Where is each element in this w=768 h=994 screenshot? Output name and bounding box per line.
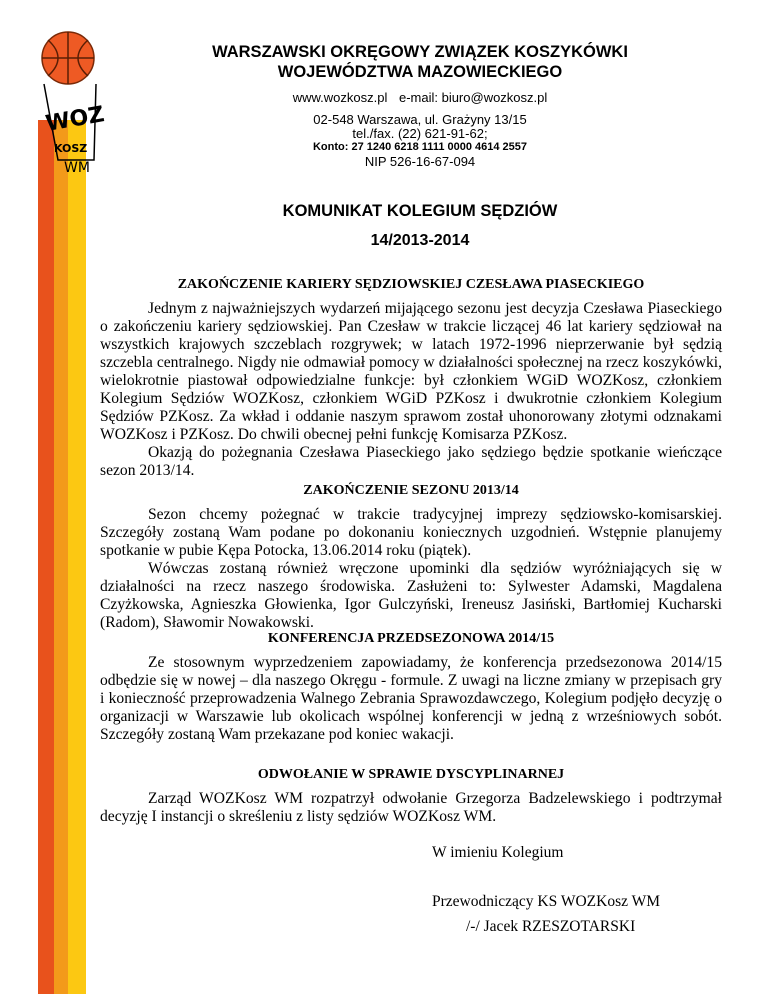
paragraph: Ze stosownym wyprzedzeniem zapowiadamy, że konferencja przedsezonowa 2014/15 odbędzie się w nowej – dla naszego Okręgu - formule. Z uwagi na liczne zmiany w przepisach gry i konieczność przeprowadzenia Walnego Zebrania Sprawozdawczego, Kolegium podjęło decyzję o organizacji w Warszawie lub okolicach wspólnej konferencji w jedną z wrześniowych sobót. Szczegóły zostaną Wam przekazane pod koniec wakacji. bbox=[100, 654, 722, 743]
section-career-end bbox=[100, 276, 722, 480]
website-link[interactable]: www.wozkosz.pl bbox=[292, 90, 388, 105]
paragraph: Zarząd WOZKosz WM rozpatrzył odwołanie Grzegorza Badzelewskiego i podtrzymał decyzję I instancji o skreśleniu z listy sędziów WOZKosz WM. bbox=[100, 790, 722, 825]
decorative-stripe-red bbox=[38, 120, 54, 994]
paragraph: Jednym z najważniejszych wydarzeń mijającego sezonu jest decyzja Czesława Piaseckiego o zakończeniu kariery sędziowskiej. Pan Czesław w trakcie liczącej 46 lat kariery sędziował na wszystkich krajowych szczeblach rozgrywek; w latach 1972-1996 nieprzerwanie był sędzią szczebla centralnego. Nigdy nie odmawiał pomocy w działalności społecznej na rzecz koszykówki, wielokrotnie piastował odpowiedzialne funkcje: był członkiem WGiD WOZKosz, członkiem Kolegium Sędziów WOZKosz, członkiem WGiD PZKosz i dwukrotnie członkiem Kolegium Sędziów PZKosz. Za wkład i oddanie naszym sprawom został uhonorowany złotymi odznakami WOZKosz i PZKosz. Do chwili obecnej pełni funkcję Komisarza PZKosz. bbox=[100, 300, 722, 443]
signature-on-behalf: W imieniu Kolegium bbox=[432, 844, 564, 861]
decorative-stripe-yellow bbox=[68, 120, 86, 994]
phone: tel./fax. (22) 621-91-62; bbox=[352, 126, 488, 141]
section-season-end bbox=[100, 482, 722, 632]
paragraph: Wówczas zostaną również wręczone upominki dla sędziów wyróżniających się w działalności na rzecz naszego środowiska. Zasłużeni to: Sylwester Adamski, Magdalena Czyżkowska, Agnieszka Głowienka, Igor Gulczyński, Ireneusz Jasiński, Bartłomiej Kucharski (Radom), Sławomir Nowakowski. bbox=[100, 560, 722, 631]
paragraph: Sezon chcemy pożegnać w trakcie tradycyjnej imprezy sędziowsko-komisarskiej. Szczegóły zostaną Wam podane po dokonaniu koniecznych uzgodnień. Wstępnie planujemy spotkanie w pubie Kępa Potocka, 13.06.2014 roku (piątek). bbox=[100, 506, 722, 559]
wozkosz-logo bbox=[24, 28, 108, 178]
svg-text:KOSZ: KOSZ bbox=[54, 142, 88, 155]
paragraph: Okazją do pożegnania Czesława Piaseckiego jako sędziego będzie spotkanie wieńczące sezon 2013/14. bbox=[100, 444, 722, 479]
section-heading: ZAKOŃCZENIE KARIERY SĘDZIOWSKIEJ CZESŁAWA PIASECKIEGO bbox=[177, 277, 645, 292]
section-heading: ZAKOŃCZENIE SEZONU 2013/14 bbox=[303, 483, 519, 498]
org-name-line1: WARSZAWSKI OKRĘGOWY ZWIĄZEK KOSZYKÓWKI bbox=[212, 43, 628, 61]
section-heading: KONFERENCJA PRZEDSEZONOWA 2014/15 bbox=[267, 631, 555, 646]
svg-text:WM: WM bbox=[64, 160, 90, 176]
section-preseason-conference bbox=[100, 630, 722, 744]
signature-name: /-/ Jacek RZESZOTARSKI bbox=[466, 918, 636, 935]
bank-account: Konto: 27 1240 6218 1111 0000 4614 2557 bbox=[312, 141, 528, 153]
svg-text:WOZ: WOZ bbox=[43, 102, 107, 137]
section-heading: ODWOŁANIE W SPRAWIE DYSCYPLINARNEJ bbox=[257, 767, 565, 782]
document-number: 14/2013-2014 bbox=[370, 232, 470, 249]
tax-id: NIP 526-16-67-094 bbox=[364, 154, 476, 169]
section-disciplinary-appeal bbox=[100, 766, 722, 826]
decorative-stripe-orange bbox=[54, 120, 68, 994]
signature-role: Przewodniczący KS WOZKosz WM bbox=[432, 893, 660, 910]
contact-line bbox=[120, 90, 720, 106]
address: 02-548 Warszawa, ul. Grażyny 13/15 bbox=[313, 112, 527, 127]
document-title: KOMUNIKAT KOLEGIUM SĘDZIÓW bbox=[282, 202, 558, 220]
org-name-line2: WOJEWÓDZTWA MAZOWIECKIEGO bbox=[277, 63, 563, 81]
email-link[interactable]: e-mail: biuro@wozkosz.pl bbox=[398, 90, 548, 105]
